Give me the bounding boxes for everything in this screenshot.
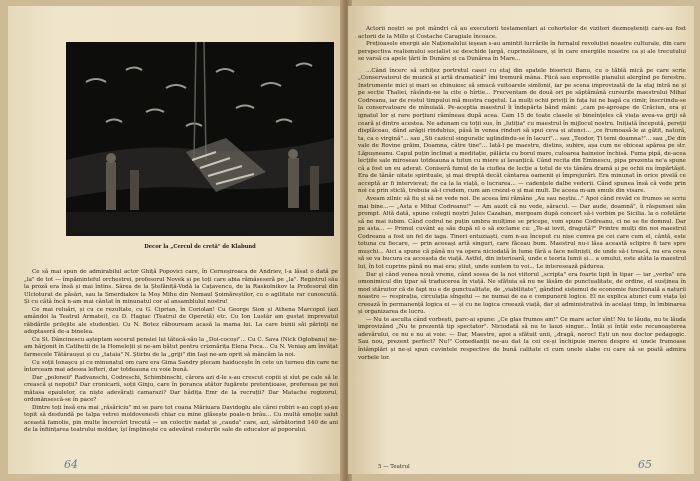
left-paragraph: Dintre toți însă era mai „răsăriciu" mi se pare tot coana Măriuara Davidoglu ale cărei robiri s-au copt și-au topit să desfundă pe talpa vetrei moldovenesti chiar cu mine glăsește poale-n brâu... Cu multă emoție salut această famolie, pin multe încercări trecută — un colectiv nadat și „cauda" care, azi, sărbătorind 140 de ani de la înființarea teatrului moldav, își împlinește cu adevărat costurile sale de educator al poporului. <box>24 404 338 434</box>
right-paragraph: ...Când încerc să schițez portretul casei cu etaj din spatele bisericii Banu, cu o tăblă mică pe care scrie „Conservatorul de muzică și artă dramatică" îmi tremură mâna. Fiică sau expresiile pianului alergînd pe ferestre. Instrumente mici și mari se chinuiesc să smucă vuitoarele simfonii, iar pe scena improvizată de la etaj intră ne și pe secție Thaliei, răsîndu-ne la cite o hîrtie... Frecventam de două ori pe săptămână cursurile maestrului Mihai Codreanu, iar de restul timpului mă mustra cugetul. La mulți ochii priviți în fața lui ne bagă cu cimir, înscriindu-se la conservatoare de mînuială. Pe-aceptia maestrul îi îndepărta bând mâni: „cam pe-aproape de Crăciun, era și ignatul lor și rare porțiuni rămîneau după acea. Cam 15 de toate clasele și bineînțeles că viața avea-va griji să ceară și dintre acestea. Ne adunam cu toții sus, în „lutiția" cu maestrul în mijlocul nostru. Inițiată începută, pereții displăceau, dând arăgii rindubius, păsă în venea rinduri să spui ceva și atunci... „ce frumoasă-le ai gătit, natură, ta, ca o virgină"... sau „Sti cazicul singuratic uglindindu-se în lacuri"... sau „Teodor, Ți temi doamna!"... sau „De din vale de Rovine grăim, Doamna, câtre tine"... Iată-l pe maestru, distins, subire, așa cum ne obiceai apărea pe str. Lăpușneanu. Capul puțin înclinat a meditație, pălăria cu borul mare, culoarea haineior închisă. Fuma pipă, de-acea lecțiile sale miroseau totdeauna a tutun cu miere și lavanțică. Când recita din Eminescu, pipa prezenta ne'a spune că a fost un eu aderat. Coniseră fumul de la ciuflea de lecție a totul de vis tânăra dramă și pe ochii nu împărtășit. Era de tânăr uitate spirituale, și mai dreptă decât cântarea oamenii și împrejurări. Era minunat în orice pivelă ce acceptă ar fi intervievat; fie ca la la viață, o lucrarea... — cadențele dalbe vederii. Când spunea însă că vede prin noi ca prin sticlă, trebuia să-l credem, cum am crezut-o și mai mult. De aceea m-am smuls din visare. <box>358 67 686 195</box>
left-paragraph: Dar „poloneii" Radvanschi, Codreschi, Schimbinschi, cărora azi d-le s-au crescut copiii și sîut pe cale să le crească și nepoții? Dar cronicarii, soții Ginju, care în poranca atâtor fugărete pretențioase, prefereau pe noi mătasa epaulelor, ca niște adevărați camarazi? Dar hădița Emr de la recruții? Dar Matache regizorul, ordonănsescă-se în pace? <box>24 374 338 404</box>
stage-decor-image <box>66 42 334 236</box>
right-intro-paragraph: Actorii noștri se pot mândri că au executorii testamentari ai cohortelor de vizitori dezmoșteniți care-au fost actorii de la Millo și Costache Caragiale încoace. <box>358 26 686 40</box>
left-paragraph: Cu St. Dâncinescu așteptam secerul pensiei lui tătucă-său la „Doi-cocoși"... Cu C. Sava (Nick Oglobanu) ne-am hărjonit în Catihetii de la Homeleții și ne-am bătut pentru crizmărița Elena Foca... Cu N. Veniaș am învățat farmecele Tătăraușui și cu „tataia" N. Știrbu de la „griji" din Iași ne-am oprit să mâncăm la noi. <box>24 336 338 359</box>
left-page <box>8 6 344 474</box>
footer-signature <box>378 464 410 470</box>
footer-sheet-number: 5 <box>378 464 382 470</box>
left-paragraph: Ce mai reluări, și cu ce rezultate, cu G. Ciprian, în Coriolan! Cu George Sion și Athena Marcopol (azi amândoi la Teatrul Armatei), cu D. Hagiac (Teatrul de Operetă) etc. Cu Ion Lustâr am gustat imprevatul răbdările prilejite ale studenției. Cu N. Botez răbouream acasă la mama lui. La care bunii săi părinți ne adoptaseră de-a binelea. <box>24 306 338 336</box>
photo-caption: Decor la „Cercul de cretă" de Klabund <box>144 244 256 250</box>
left-paragraph: Cu soții Ionașcu și cu minunatul om care era Gima Sandry plecam haiducește în cete un turneu din care ne întorceam mai adesea lefteri, dar totdeauna cu voie bună. <box>24 359 338 374</box>
page-number-left: 64 <box>64 458 78 471</box>
footer-title: — Teatrul <box>383 464 410 470</box>
right-intro-paragraph: Prețioasele energii ale Naționalului ieșean s-au amintit lucrările în furnalul revoluției noastre culturale, din care perspectiva realismului socialist se deschide largă, cuprinzătoare, și în care energiile noastre ca și ale trecutului se varsă ca apele țării în Dunăre și ca Dunărea în Mare... <box>358 41 686 63</box>
right-paragraph: — Nu te asculta când vorbești, parc-ai spune: „Ce glas frumos am!" Ce mare actor sînt! Nu te lăuda, nu te lăuda improvizând „Nu te prezentă tip spectator". Niciodată să nu te lauzi singur... Întâi și întâi este recunoașterea adevărului, ce nu e nu ai voie: — Dar, Maestre, apoi a sfătuit unii, „dragă, noroc! Ești un nou doctor pedagogic. Sau nou, prezent perfect? Nu!" Comedianții ne-au dat la cei ce-și închipuie mereu despre ei unele frumoase întâmplări și ne-și spun cuvintele respective de bună calitate ci cum unele slabe cu care să se poată admira vorbele lor. <box>358 316 686 361</box>
left-page-text <box>24 269 338 435</box>
right-page-text <box>358 26 686 362</box>
right-paragraph: Aveam zilnic să fiu și să ne vede noi. De aceea îmi rămâne „Au sau neștiu..." Apoi când revăd ce frumos se scriu mai bine...— „Asta e Mihai Codreanu!" — Am auzit că nu vede, săracul. — Dar aude, doamnă", îi răspunsei său prompt. Altă dată, spune colegii noștri Jules Cazaban, mergeam după concert să-i vorbim pe Sicilia. la o cofetărie să ne mai iubim. Când codrul ne puțin umbra mulțime se pricepe, vom spune Codreanu, ci ne se fie domnul. Dar pe asta... — Primul cuvânt aș său după el o să exclame cu: „Te-ai iovit, dragută?" Printre mulți din noi maestrul Codreanu a fost un fel de iaga. Tineri entuziaști, cum n-au început cu nișe cumva pe cei care cum el, cântă, este totuna cu fiecare, — prin aceeași artă singuri, care făceau bum. Maestrul nu-i lăsa această sclipire fi tare spre mușchi... Aici a spune că până nu va opera niciodată în lume fără a face neliniști, de unde să-i treacă, nu era ceva să se va bucura ca acceasta de viață. Astfel, din interioară, unde e teoria lumii și... a omului, este atâta la maestrul lui, în tot cuprins până nu mai era; știut, unde suntem tu voi... Le interesează pădurea. <box>358 196 686 270</box>
right-paragraph: Dar și când venea nouă vreme, când sosea de la noi viitorul „scripta" era foarte lipit în tipar — iar „verba" era omonimicul din tipar să traducerea în viață. Ne sfătuia să nu ne lăsăm de punctualitate, de ordine, el susținea în mod stăruitor că de fapt nu e de punctualitate, de „viabilitate", gândind sistemul de economie funcțională a naturii noastre — respirația, circulația sîngelui — ne numai de ea e compunerii logice. El ne explica atunci cum viața își creează în permanență logica ei — și cu ne logica creează viață, dar și administrativă în același timp, în îmbinarea și organizarea de lucru. <box>358 271 686 316</box>
page-number-right: 65 <box>638 458 652 471</box>
right-page <box>348 6 694 474</box>
stage-photo <box>66 42 334 236</box>
left-paragraph: Ce să mai spun de admirabilul actor Ghiță Popovici care, în Cerneșiroaca de Andriev, l-a lăsat o dată pe „la" de tot — împăminteful orchestrei, profesorul Novek și pe toți care abia rămăseseră pe „la". Registrul său la proză era însă și mai întins. Sârea de la Ștefăniță-Vodă la Cațavencu, de la Raskolnikov la Profesorul din Ulcioturat de păsări, sau la Smerdiakov la Moș Mihu din Nemaul Șoimăreștilor, cu o agilitate rar cunoscută. Și cu câtă încă n-am mai cântat în minunatul cor al ansamblului nostru! <box>24 269 338 306</box>
